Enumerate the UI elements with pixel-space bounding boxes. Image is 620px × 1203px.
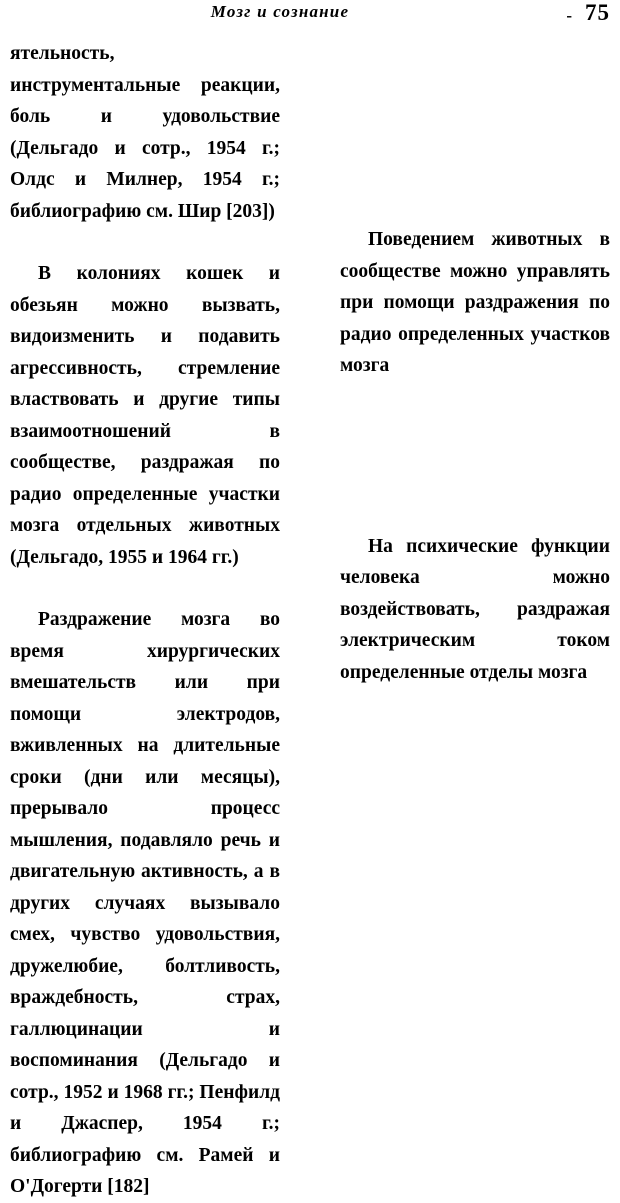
margin-note: Поведением животных в сообществе можно управлять при помощи раздражения по радио определенных участков мозга: [340, 229, 610, 376]
page-header: [0, 0, 620, 40]
paragraph: Раздражение мозга во время хирургических вмешательств или при помощи электродов, вживленных на длительные сроки (дни или месяцы), прерывало процесс мышления, подавляло речь и двигательную активность, а в других случаях вызывало смех, чувство удовольствия, дружелюбие, болтливость, враждебность, страх, галлюцинации и воспоминания (Дельгадо и сотр., 1952 и 1968 гг.; Пенфилд и Джаспер, 1954 г.; библиографию см. Рамей и О'Догерти [182]: [10, 609, 280, 1197]
paragraph: ятельность, инструментальные реакции, боль и удовольствие (Дельгадо и сотр., 1954 г.; Олдс и Милнер, 1954 г.; библиографию см. Шир [203]): [10, 43, 280, 222]
margin-note: На психические функции человека можно воздействовать, раздражая электрическим током определенные отделы мозга: [340, 535, 610, 683]
running-title: Мозг и сознание: [210, 2, 350, 21]
paragraph: В колониях кошек и обезьян можно вызвать, видоизменить и подавить агрессивность, стремление властвовать и другие типы взаимоотношений в сообществе, раздражая по радио определенные участки мозга отдельных животных (Дельгадо, 1955 и 1964 гг.): [10, 263, 280, 568]
right-column: [340, 38, 610, 688]
left-column: [10, 38, 280, 1203]
page-number: 75: [585, 0, 610, 25]
folio-dash: -: [566, 6, 572, 25]
text-columns: [10, 38, 610, 1197]
